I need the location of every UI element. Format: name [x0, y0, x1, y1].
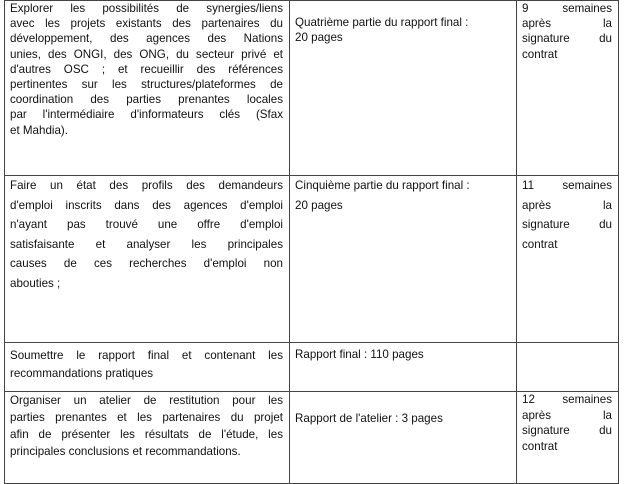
deadline-line: contrat — [522, 237, 558, 251]
activity-cell — [5, 176, 290, 343]
activity-line: n'ayant pas trouvé une offre d'emploi — [10, 218, 283, 232]
deadline-line: après la — [522, 408, 612, 422]
deadline-line: contrat — [522, 47, 558, 61]
activity-cell — [5, 1, 290, 176]
deliverable-cell — [290, 1, 517, 176]
activity-line: avec les projets existants des partenaires du — [10, 17, 283, 31]
activity-line: afin de présenter les résultats de l'étude, les — [10, 428, 283, 441]
activity-line: d'autres OSC ; et recueillir des références — [10, 62, 283, 76]
activity-line: et Mahdia). — [10, 123, 68, 137]
deadline-line: 11 semaines — [522, 179, 612, 192]
activity-line: Faire un état des profils des demandeurs — [10, 179, 283, 192]
activity-line: unies, des ONGI, des ONG, du secteur privé et — [10, 47, 283, 61]
deadline-line: 9 semaines — [522, 2, 612, 15]
table-row — [5, 392, 619, 484]
deliverable-cell — [290, 176, 517, 343]
activity-cell — [5, 343, 290, 392]
deliverable-line: 20 pages — [295, 198, 343, 212]
deliverable-cell — [290, 343, 517, 392]
table-row — [5, 343, 619, 392]
deadline-cell — [517, 1, 619, 176]
activity-line: Organiser un atelier de restitution pour les — [10, 394, 283, 407]
deadline-line: contrat — [522, 439, 558, 453]
activity-line: pertinentes sur les structures/plateformes de — [10, 78, 283, 92]
activity-line: satisfaisante et analyser les principales — [10, 237, 283, 251]
deliverable-line: 20 pages — [295, 31, 343, 45]
deadline-cell — [517, 392, 619, 484]
deadline-cell — [517, 343, 619, 392]
activity-line: principales conclusions et recommandations. — [10, 445, 241, 458]
deadline-line: signature du — [522, 424, 612, 437]
deadline-line: après la — [522, 17, 612, 31]
activity-line: causes de ces recherches d'emploi non — [10, 257, 283, 271]
activity-line: recommandations pratiques — [10, 367, 154, 380]
activity-line: d'emploi inscrits dans des agences d'emploi — [10, 198, 283, 212]
table-row — [5, 176, 619, 343]
activity-line: parties prenantes et les partenaires du projet — [10, 411, 283, 424]
deadline-line: 12 semaines — [522, 393, 612, 406]
deadline-cell — [517, 176, 619, 343]
activity-cell — [5, 392, 290, 484]
deliverables-table — [4, 0, 619, 484]
deliverable-line: Rapport de l'atelier : 3 pages — [295, 412, 443, 425]
deadline-line: signature du — [522, 32, 612, 46]
activity-line: coordination des parties prenantes locales — [10, 93, 283, 107]
deliverable-line: Rapport final : 110 pages — [295, 348, 424, 361]
activity-line: par l'intermédiaire d'informateurs clés (Sfax — [10, 108, 283, 122]
deliverable-cell — [290, 392, 517, 484]
activity-line: abouties ; — [10, 276, 61, 290]
deliverable-line: Quatrième partie du rapport final : — [295, 16, 469, 29]
deadline-line: après la — [522, 198, 612, 212]
activity-line: Soumettre le rapport final et contenant les — [10, 349, 283, 362]
deadline-line: signature du — [522, 218, 612, 232]
deliverable-line: Cinquième partie du rapport final : — [295, 179, 470, 192]
table-row — [5, 1, 619, 176]
activity-line: Explorer les possibilités de synergies/liens — [10, 2, 283, 15]
activity-line: développement, des agences des Nations — [10, 32, 283, 46]
